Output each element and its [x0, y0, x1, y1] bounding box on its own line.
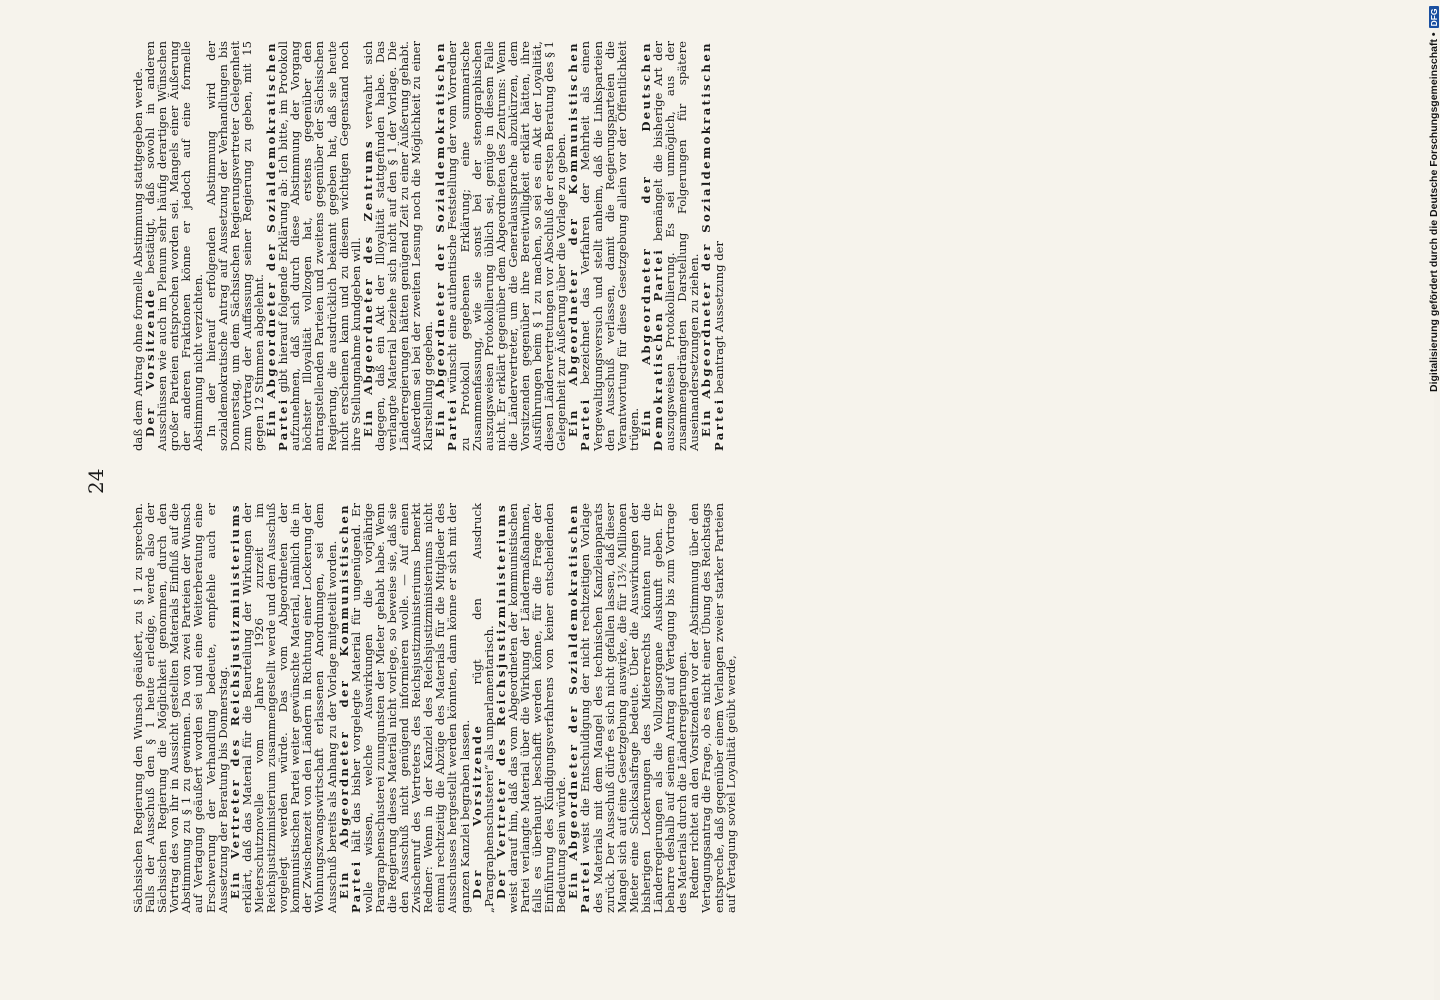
text-column-right	[132, 41, 1132, 451]
paragraph	[700, 41, 724, 451]
speaker-name: Ein Abgeordneter der Deutschen Demokratischen Partei	[638, 41, 666, 451]
speaker-name: Der Vorsitzende	[469, 723, 484, 899]
paragraph-text: verwahrt sich dagegen, daß ein Akt der Illoyalität stattgefunden habe. Das verlangte Material beziehe sich nicht auf den § 1 der Vorlage. Die Länderregierungen hätten genügend Zeit zu einer Äußerung gehabt. Außerdem sei bei der zweiten Lesung noch die Möglichkeit zu einer Klarstellung gegeben.	[360, 41, 436, 451]
paragraph-text: wünscht eine authentische Feststellung der vom Vorredner zu Protokoll gegebenen Erklärung; eine summarische Zusammenfassung, wie sie sonst bei der stenographischen auszugsweisen Protokollierung üblich sei, genüge in diesem Falle nicht. Er erklärt gegenüber dem Abgeordneten des Zentrums: Wenn die Ländervertreter, um die Generalaussprache abzukürzen, dem Vorsitzenden gegenüber ihre Bereitwilligkeit erklärt hätten, ihre Ausführungen beim § 1 zu machen, so sei es ein Akt der Loyalität, diesen Ländervertretungen vor Abschluß der ersten Beratung des § 1 Gelegenheit zur Äußerung über die Vorlage zu geben.	[445, 41, 569, 451]
paragraph-text: gibt hierauf folgende Erklärung ab: Ich bitte, im Protokoll aufzunehmen, daß sich durch diese Abstimmung der Vorgang höchster Illoyalität vollzogen hat, erstens gegenüber den antragstellenden Parteien und zweitens gegenüber der Sächsischen Regierung, die ausdrücklich bekannt gegeben hat, daß sie heute nicht erscheinen kann und zu diesem wichtigen Gegenstand noch ihre Stellungnahme kundgeben will.	[276, 41, 363, 451]
paragraph	[265, 41, 362, 451]
paragraph	[434, 41, 567, 451]
paragraph	[362, 41, 435, 451]
paragraph	[640, 41, 700, 451]
paragraph-text: beantragt Aussetzung der	[711, 240, 726, 398]
dfg-logo: DFG	[1429, 8, 1439, 27]
paragraph-text: bemängelt die bisherige Art der auszugsweisen Protokollierung. Es sei unmöglich, aus der zusammengedrängten Darstellung Folgerungen für spätere Auseinandersetzungen zu ziehen.	[651, 40, 702, 451]
paragraph	[567, 41, 640, 451]
page-number: 24	[84, 468, 108, 494]
speaker-name: Ein Vertreter des Reichsjustizministeriums	[227, 503, 242, 899]
text-column-left	[132, 503, 912, 913]
credit-text: Digitalisierung gefördert durch die Deutsche Forschungsgemeinschaft •	[1428, 32, 1440, 392]
paragraph	[338, 503, 471, 913]
paragraph-text: weist darauf hin, daß das vom Abgeordneten der kommunistischen Partei verlangte Material über die Wirkung der Ländermaßnahmen, falls es überhaupt beschafft werden könne, für die Frage der Einführung des Kündigungsverfahrens von keiner entscheidenden Bedeutung sein würde.	[505, 503, 569, 913]
speaker-name: Ein Abgeordneter des Zentrums	[360, 139, 375, 437]
paragraph	[688, 503, 736, 913]
speaker-name: Ein Abgeordneter der Kommunistischen Partei	[336, 503, 363, 913]
paragraph	[205, 41, 265, 451]
digitization-credit	[1428, 6, 1440, 392]
paragraph-text: hält das bisher vorgelegte Material für ungenügend. Er wolle wissen, welche Auswirkungen die vorjährige Paragraphenschusterei zuungunsten der Mieter gehabt habe. Wenn die Regierung dieses Material nicht vorlege, so beweise sie, daß sie den Ausschuß nicht genügend informieren wolle. — Auf einen Zwischenruf des Vertreters des Reichsjustizministeriums bemerkt Redner: Wenn in der Kanzlei des Reichsjustizministeriums nicht einmal rechtzeitig die Abzüge des Materials für die Mitglieder des Ausschusses hergestellt werden könnten, dann könne er sich mit der ganzen Kanzlei begraben lassen.	[348, 503, 472, 913]
speaker-name: Ein Abgeordneter der Sozialdemokratischen Partei	[566, 503, 593, 913]
paragraph-text: daß dem Antrag ohne formelle Abstimmung stattgegeben werde.	[131, 67, 145, 451]
paragraph-text: In der hierauf erfolgenden Abstimmung wird der sozialdemokratische Antrag auf Aussetzung der Verhandlungen bis Donnerstag, um dem Sächsischen Regierungsvertreter Gelegenheit zum Vortrag der Auffassung seiner Regierung zu geben, mit 15 gegen 12 Stimmen abgelehnt.	[203, 41, 266, 451]
paragraph-text: bestätigt, daß sowohl in anderen Ausschüssen wie auch im Plenum sehr häufig derartigen Wünschen großer Parteien entsprochen worden sei. Mangels einer Äußerung der anderen Fraktionen könne er jedoch auf eine formelle Abstimmung nicht verzichten.	[143, 40, 206, 451]
paragraph-text: bezeichnet das Verfahren der Mehrheit als einen Vergewaltigungsversuch und stellt anheim, daß die Linksparteien den Ausschuß verlassen, damit die Regierungsparteien die Verantwortung für diese Gesetzgebung allein vor der Öffentlichkeit trügen.	[578, 41, 641, 451]
speaker-name: Ein Abgeordneter der Sozialdemokratischen Partei	[433, 41, 460, 451]
speaker-name: Ein Abgeordneter der Sozialdemokratischen Partei	[699, 41, 726, 451]
paragraph-text: Sächsischen Regierung den Wunsch geäußert, zu § 1 zu sprechen. Falls der Ausschuß den § 1 heute erledige, werde also der Sächsischen Regierung die Möglichkeit genommen, durch den Vortrag des von ihr in Aussicht gestellten Materials Einfluß auf die Abstimmung zu § 1 zu gewinnen. Da von zwei Parteien der Wunsch auf Vertagung geäußert worden sei und eine Weiterberatung eine Erschwerung der Verhandlung bedeute, empfehle auch er Aussetzung der Beratung bis Donnerstag.	[131, 503, 230, 913]
paragraph-text: weist die Entschuldigung der nicht rechtzeitigen Vorlage des Materials mit dem Mangel des technischen Kanzleiapparats zurück. Der Ausschuß dürfe es sich nicht gefallen lassen, daß dieser Mangel sich auf eine Gesetzgebung auswirke, die für 13½ Millionen Mieter eine Schicksalsfrage bedeute. Über die Auswirkungen der bisherigen Lockerungen des Mieterrechts könnten nur die Länderregierungen als die Vollzugsorgane Auskunft geben. Er beharre deshalb auf seinem Antrag auf Vertagung bis zum Vortrage des Materials durch die Länderregierungen.	[578, 503, 690, 913]
speaker-name: Der Vorsitzende	[143, 287, 158, 437]
paragraph	[567, 503, 688, 913]
paragraph-text: erklärt, daß das Material für die Beurteilung der Wirkungen der Mieterschutznovelle vom Jahre 1926 zurzeit im Reichsjustizministerium zusammengestellt werde und dem Ausschuß vorgelegt werden würde. Das vom Abgeordneten der kommunistischen Partei weiter gewünschte Material, nämlich die in der Zwischenzeit von den Ländern in Richtung einer Lockerung der Wohnungszwangswirtschaft erlassenen Anordnungen, sei dem Ausschuß bereits als Anhang zu der Vorlage mitgeteilt worden.	[239, 503, 339, 913]
paragraph	[229, 503, 338, 913]
paragraph	[495, 503, 568, 913]
paragraph	[144, 41, 204, 451]
speaker-name: Ein Abgeordneter der Kommunistischen Partei	[566, 41, 593, 451]
speaker-name: Ein Abgeordneter der Sozialdemokratischen Partei	[264, 41, 291, 451]
paragraph-text: rügt den Ausdruck „Paragraphenschusterei“ als unparlamentarisch.	[469, 503, 496, 913]
paragraph-text: Redner richtet an den Vorsitzenden vor der Abstimmung über den Vertagungsantrag die Frage, ob es nicht einer Übung des Reichstags entspreche, daß gegenüber einem Verlangen zweier starker Parteien auf Vertagung soviel Loyalität geübt werde,	[687, 503, 738, 913]
speaker-name: Der Vertreter des Reichsjustizministeriums	[493, 503, 508, 899]
paragraph	[132, 503, 229, 913]
paragraph	[471, 503, 495, 913]
